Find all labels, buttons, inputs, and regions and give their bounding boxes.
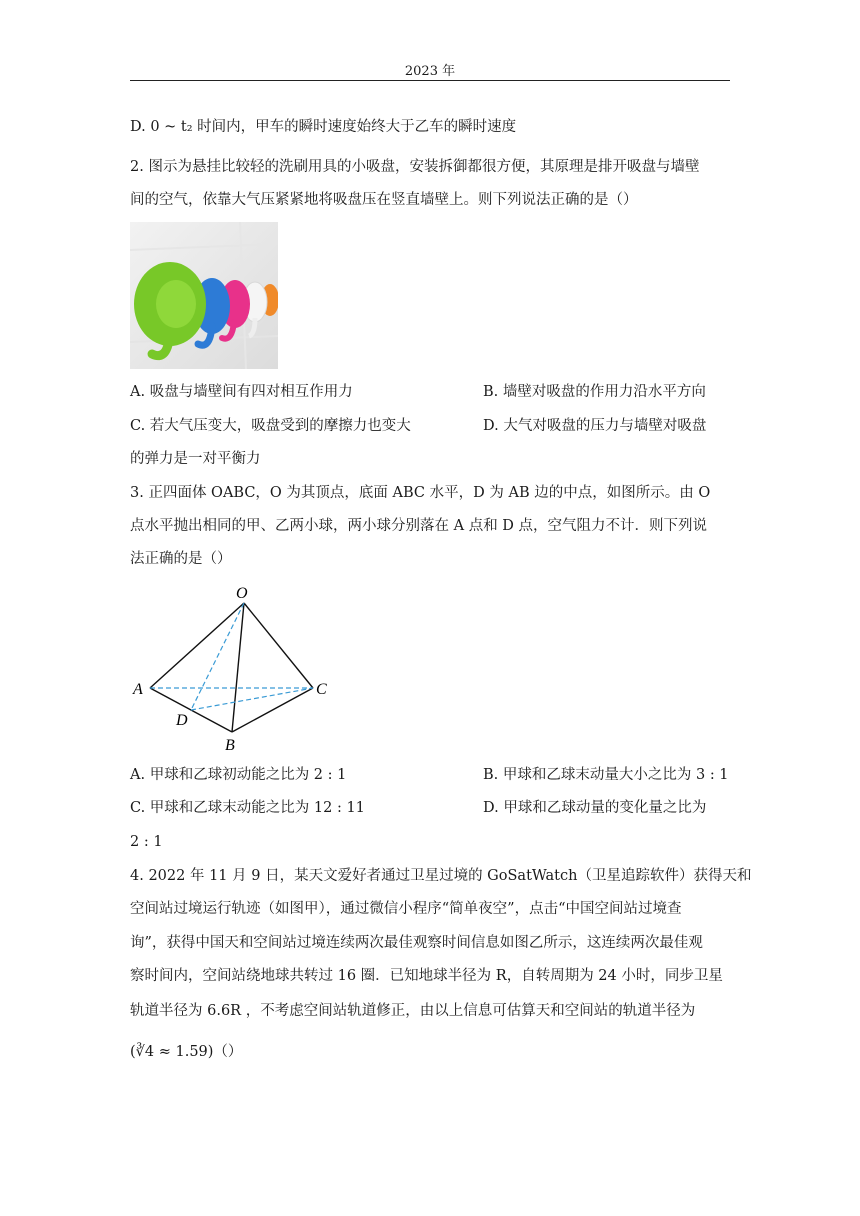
q2-option-d: D. 大气对吸盘的压力与墙壁对吸盘	[483, 418, 707, 434]
q4-stem-line5: 轨道半径为 6.6R ，不考虑空间站轨道修正，由以上信息可估算天和空间站的轨道半径为	[130, 1003, 696, 1019]
q3-stem-line3: 法正确的是（）	[130, 551, 232, 567]
edge-dc-hidden	[191, 688, 313, 710]
label-c: C	[316, 681, 327, 698]
edge-bc	[232, 688, 313, 732]
q3-option-d-continued: 2 : 1	[130, 834, 163, 850]
q3-stem-line1: 3. 正四面体 OABC，O 为其顶点，底面 ABC 水平，D 为 AB 边的中点，如图所示。由 O	[130, 485, 711, 501]
q4-stem-line6: (∛4 ≈ 1.59)（）	[130, 1044, 243, 1060]
q4-stem-line3: 询”，获得中国天和空间站过境连续两次最佳观察时间信息如图乙所示，这连续两次最佳观	[130, 935, 703, 951]
edge-ob	[232, 603, 244, 732]
q2-option-b: B. 墙壁对吸盘的作用力沿水平方向	[483, 384, 706, 400]
label-a: A	[133, 681, 143, 698]
q3-option-b: B. 甲球和乙球末动量大小之比为 3 : 1	[483, 767, 729, 783]
suction-cup-hooks-photo	[130, 222, 278, 369]
label-d: D	[176, 712, 188, 729]
q4-stem-line1: 4. 2022 年 11 月 9 日，某天文爱好者通过卫星过境的 GoSatWatch（卫星追踪软件）获得天和	[130, 868, 752, 884]
edge-oc	[244, 603, 313, 688]
q3-option-c: C. 甲球和乙球末动能之比为 12 : 11	[130, 800, 365, 816]
page-header: 2023 年	[404, 64, 456, 79]
q2-option-c: C. 若大气压变大，吸盘受到的摩擦力也变大	[130, 418, 411, 434]
q3-option-d: D. 甲球和乙球动量的变化量之比为	[483, 800, 707, 816]
q3-stem-line2: 点水平抛出相同的甲、乙两小球，两小球分别落在 A 点和 D 点，空气阻力不计．则下列说	[130, 518, 708, 534]
q2-option-a: A. 吸盘与墙壁间有四对相互作用力	[130, 384, 353, 400]
label-o: O	[236, 585, 248, 602]
q3-option-a: A. 甲球和乙球初动能之比为 2 : 1	[130, 767, 347, 783]
header-divider	[130, 80, 730, 81]
q1-option-d: D. 0 ~ t₂ 时间内，甲车的瞬时速度始终大于乙车的瞬时速度	[130, 119, 517, 135]
q2-option-d-continued: 的弹力是一对平衡力	[130, 451, 261, 467]
q4-stem-line2: 空间站过境运行轨迹（如图甲），通过微信小程序“简单夜空”，点击“中国空间站过境查	[130, 901, 682, 917]
q2-stem-line2: 间的空气，依靠大气压紧紧地将吸盘压在竖直墙壁上。则下列说法正确的是（）	[130, 192, 638, 208]
q4-stem-line4: 察时间内，空间站绕地球共转过 16 圈．已知地球半径为 R，自转周期为 24 小时，同步卫星	[130, 968, 723, 984]
label-b: B	[225, 737, 235, 754]
tetrahedron-figure	[128, 580, 338, 755]
q2-stem-line1: 2. 图示为悬挂比较轻的洗刷用具的小吸盘，安装拆御都很方便，其原理是排开吸盘与墙壁	[130, 159, 700, 175]
edge-oa	[150, 603, 244, 688]
